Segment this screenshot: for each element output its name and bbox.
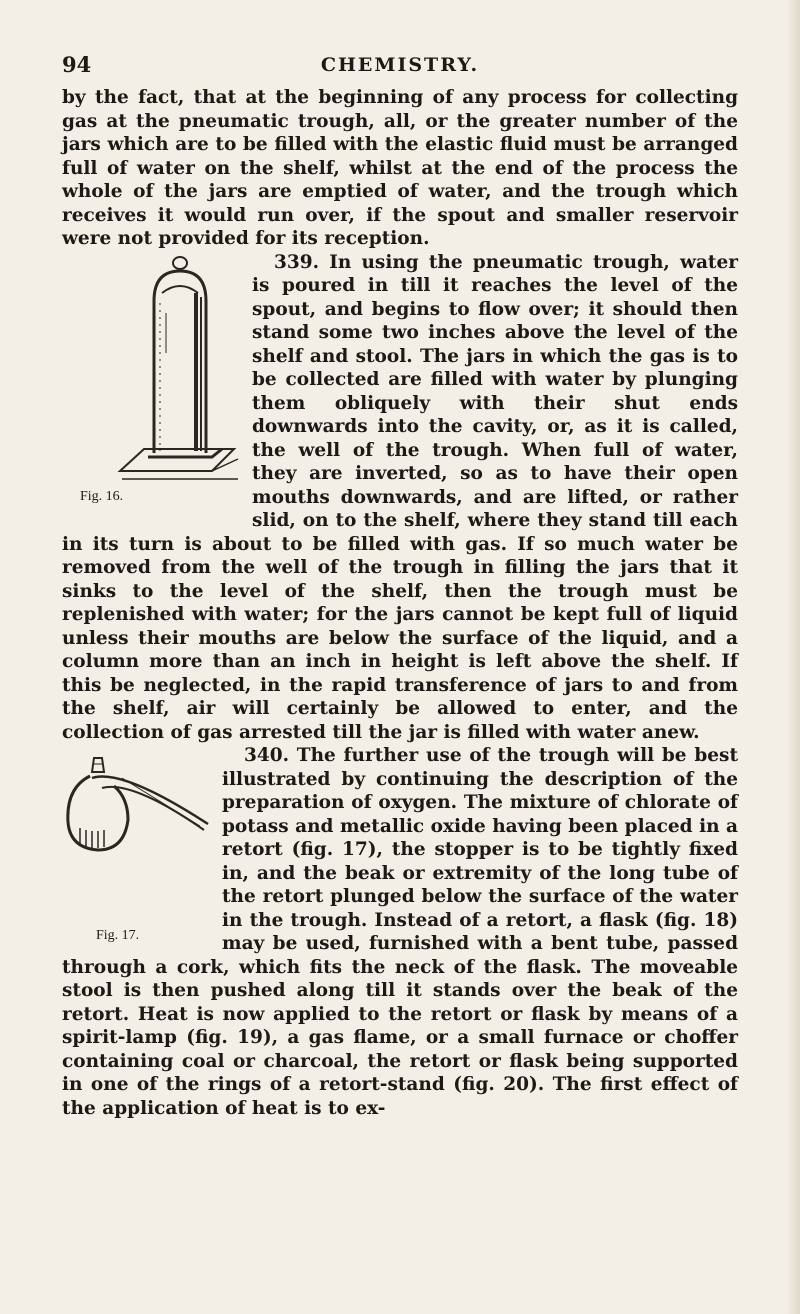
figure-17-caption: Fig. 17. [96, 928, 140, 943]
figure-16-caption: Fig. 16. [80, 488, 124, 504]
figure-17-retort [62, 748, 210, 948]
page-header [62, 52, 738, 82]
retort-illustration [62, 748, 210, 918]
bell-jar-illustration [62, 253, 240, 483]
running-head: CHEMISTRY. [320, 54, 480, 76]
body-text [62, 86, 738, 1120]
figure-16-bell-jar [62, 253, 240, 511]
paragraph-339: 339. In using the pneumatic trough, water is poured in till it reaches the level of the spout, and begins to flow over; it should then stand some two inches above the level of the shelf and stool. The jars in which the gas is to be collected are filled with water by plunging them obliquely with their shut ends downwards into the cavity, or, as it is called, the well of the trough. When full of water, they are inverted, so as to have their open mouths downwards, and are lifted, or rather slid, on to the shelf, where they stand till each in its turn is about to be filled with gas. If so much water be removed from the well of the trough in filling the jars that it sinks to the level of the shelf, then the trough must be replenished with water; for the jars cannot be kept full of liquid unless their mouths are below the surface of the liquid, and a column more than an inch in height is left above the shelf. If this be neglected, in the rapid transference of jars to and from the shelf, air will certainly be allowed to enter, and the collection of gas arrested till the jar is filled with water anew. [62, 251, 738, 743]
paragraph-continuation: by the fact, that at the beginning of any process for collecting gas at the pneumatic trough, all, or the greater number of the jars which are to be filled with the elastic fluid must be arranged full of water on the shelf, whilst at the end of the process the whole of the jars are emptied of water, and the trough which receives it would run over, if the spout and smaller reservoir were not provided for its reception. [62, 87, 738, 249]
paragraph-340: 340. The further use of the trough will be best illustrated by continuing the description of the preparation of oxygen. The mixture of chlorate of potass and metallic oxide having been placed in a retort (fig. 17), the stopper is to be tightly fixed in, and the beak or extremity of the long tube of the retort plunged below the surface of the water in the trough. Instead of a retort, a flask (fig. 18) may be used, furnished with a bent tube, passed through a cork, which fits the neck of the flask. The moveable stool is then pushed along till it stands over the beak of the retort. Heat is now applied to the retort or flask by means of a spirit-lamp (fig. 19), a gas flame, or a small furnace or choffer containing coal or charcoal, the retort or flask being supported in one of the rings of a retort-stand (fig. 20). The first effect of the application of heat is to ex- [62, 745, 738, 1119]
page-number: 94 [62, 52, 92, 77]
page-edge-shadow [786, 0, 800, 1314]
